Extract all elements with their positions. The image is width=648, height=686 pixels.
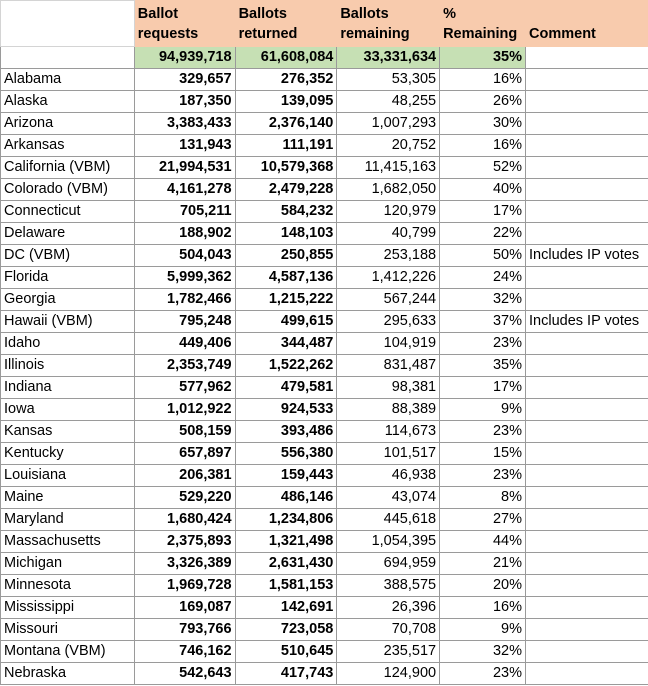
remaining-cell[interactable]: 11,415,163 xyxy=(337,157,440,179)
requests-cell[interactable]: 577,962 xyxy=(134,377,235,399)
requests-cell[interactable]: 542,643 xyxy=(134,663,235,685)
requests-cell[interactable]: 131,943 xyxy=(134,135,235,157)
comment-cell[interactable] xyxy=(526,509,648,531)
totals-cell-comment[interactable] xyxy=(526,47,648,69)
state-cell[interactable]: Arizona xyxy=(1,113,135,135)
state-cell[interactable]: Kansas xyxy=(1,421,135,443)
pct-cell[interactable]: 23% xyxy=(440,465,526,487)
spreadsheet-body xyxy=(1,1,648,685)
returned-cell[interactable]: 479,581 xyxy=(235,377,337,399)
pct-cell[interactable]: 30% xyxy=(440,113,526,135)
state-cell[interactable]: Missouri xyxy=(1,619,135,641)
requests-cell[interactable]: 5,999,362 xyxy=(134,267,235,289)
comment-cell[interactable] xyxy=(526,223,648,245)
pct-cell[interactable]: 27% xyxy=(440,509,526,531)
requests-cell[interactable]: 449,406 xyxy=(134,333,235,355)
comment-cell[interactable] xyxy=(526,619,648,641)
requests-cell[interactable]: 188,902 xyxy=(134,223,235,245)
table-row xyxy=(1,443,648,465)
state-cell[interactable]: Maine xyxy=(1,487,135,509)
totals-cell-returned[interactable]: 61,608,084 xyxy=(235,47,337,69)
totals-cell-blank[interactable] xyxy=(1,47,135,69)
totals-cell-remaining[interactable]: 33,331,634 xyxy=(337,47,440,69)
state-cell[interactable]: Montana (VBM) xyxy=(1,641,135,663)
pct-cell[interactable]: 23% xyxy=(440,421,526,443)
comment-cell[interactable] xyxy=(526,135,648,157)
pct-cell[interactable]: 23% xyxy=(440,663,526,685)
returned-cell[interactable]: 10,579,368 xyxy=(235,157,337,179)
pct-cell[interactable]: 32% xyxy=(440,289,526,311)
table-row xyxy=(1,333,648,355)
state-cell[interactable]: California (VBM) xyxy=(1,157,135,179)
pct-cell[interactable]: 32% xyxy=(440,641,526,663)
table-row xyxy=(1,289,648,311)
table-row xyxy=(1,531,648,553)
pct-cell[interactable]: 44% xyxy=(440,531,526,553)
requests-cell[interactable]: 508,159 xyxy=(134,421,235,443)
requests-cell[interactable]: 1,680,424 xyxy=(134,509,235,531)
totals-cell-requests[interactable]: 94,939,718 xyxy=(134,47,235,69)
pct-cell[interactable]: 23% xyxy=(440,333,526,355)
remaining-cell[interactable]: 831,487 xyxy=(337,355,440,377)
returned-cell[interactable]: 1,522,262 xyxy=(235,355,337,377)
table-row xyxy=(1,377,648,399)
returned-cell[interactable]: 276,352 xyxy=(235,69,337,91)
comment-cell[interactable] xyxy=(526,531,648,553)
table-row xyxy=(1,179,648,201)
requests-cell[interactable]: 705,211 xyxy=(134,201,235,223)
remaining-cell[interactable]: 26,396 xyxy=(337,597,440,619)
returned-cell[interactable]: 556,380 xyxy=(235,443,337,465)
requests-cell[interactable]: 1,782,466 xyxy=(134,289,235,311)
totals-cell-pct[interactable]: 35% xyxy=(440,47,526,69)
remaining-cell[interactable]: 235,517 xyxy=(337,641,440,663)
comment-cell[interactable] xyxy=(526,201,648,223)
returned-cell[interactable]: 1,234,806 xyxy=(235,509,337,531)
pct-cell[interactable]: 17% xyxy=(440,201,526,223)
comment-cell[interactable] xyxy=(526,333,648,355)
remaining-cell[interactable]: 253,188 xyxy=(337,245,440,267)
remaining-cell[interactable]: 120,979 xyxy=(337,201,440,223)
table-row xyxy=(1,641,648,663)
returned-cell[interactable]: 1,581,153 xyxy=(235,575,337,597)
returned-cell[interactable]: 344,487 xyxy=(235,333,337,355)
returned-cell[interactable]: 510,645 xyxy=(235,641,337,663)
table-row xyxy=(1,311,648,333)
table-row xyxy=(1,223,648,245)
pct-cell[interactable]: 15% xyxy=(440,443,526,465)
state-cell[interactable]: Louisiana xyxy=(1,465,135,487)
remaining-cell[interactable]: 1,682,050 xyxy=(337,179,440,201)
comment-cell[interactable] xyxy=(526,157,648,179)
table-row xyxy=(1,509,648,531)
table-row xyxy=(1,663,648,685)
state-cell[interactable]: Georgia xyxy=(1,289,135,311)
table-row xyxy=(1,597,648,619)
requests-cell[interactable]: 2,353,749 xyxy=(134,355,235,377)
returned-cell[interactable]: 1,321,498 xyxy=(235,531,337,553)
returned-cell[interactable]: 417,743 xyxy=(235,663,337,685)
state-cell[interactable]: Minnesota xyxy=(1,575,135,597)
returned-cell[interactable]: 4,587,136 xyxy=(235,267,337,289)
returned-cell[interactable]: 111,191 xyxy=(235,135,337,157)
comment-cell[interactable] xyxy=(526,575,648,597)
remaining-cell[interactable]: 88,389 xyxy=(337,399,440,421)
requests-cell[interactable]: 795,248 xyxy=(134,311,235,333)
pct-cell[interactable]: 9% xyxy=(440,399,526,421)
remaining-cell[interactable]: 694,959 xyxy=(337,553,440,575)
requests-cell[interactable]: 1,969,728 xyxy=(134,575,235,597)
header-cell-ballots-returned[interactable]: Ballots returned xyxy=(235,1,337,47)
pct-cell[interactable]: 52% xyxy=(440,157,526,179)
table-row xyxy=(1,69,648,91)
pct-cell[interactable]: 20% xyxy=(440,575,526,597)
pct-cell[interactable]: 16% xyxy=(440,597,526,619)
state-cell[interactable]: Hawaii (VBM) xyxy=(1,311,135,333)
requests-cell[interactable]: 504,043 xyxy=(134,245,235,267)
requests-cell[interactable]: 329,657 xyxy=(134,69,235,91)
returned-cell[interactable]: 486,146 xyxy=(235,487,337,509)
state-cell[interactable]: Nebraska xyxy=(1,663,135,685)
header-cell-blank[interactable] xyxy=(1,1,135,47)
pct-cell[interactable]: 16% xyxy=(440,135,526,157)
remaining-cell[interactable]: 124,900 xyxy=(337,663,440,685)
remaining-cell[interactable]: 104,919 xyxy=(337,333,440,355)
state-cell[interactable]: Michigan xyxy=(1,553,135,575)
comment-cell[interactable] xyxy=(526,113,648,135)
pct-cell[interactable]: 22% xyxy=(440,223,526,245)
state-cell[interactable]: Mississippi xyxy=(1,597,135,619)
comment-cell[interactable] xyxy=(526,465,648,487)
pct-cell[interactable]: 35% xyxy=(440,355,526,377)
state-cell[interactable]: Illinois xyxy=(1,355,135,377)
comment-cell[interactable]: Includes IP votes xyxy=(526,311,648,333)
returned-cell[interactable]: 148,103 xyxy=(235,223,337,245)
table-row xyxy=(1,113,648,135)
returned-cell[interactable]: 2,479,228 xyxy=(235,179,337,201)
remaining-cell[interactable]: 48,255 xyxy=(337,91,440,113)
comment-cell[interactable] xyxy=(526,399,648,421)
remaining-cell[interactable]: 101,517 xyxy=(337,443,440,465)
state-cell[interactable]: Arkansas xyxy=(1,135,135,157)
state-cell[interactable]: Iowa xyxy=(1,399,135,421)
state-cell[interactable]: Kentucky xyxy=(1,443,135,465)
table-row xyxy=(1,553,648,575)
table-row xyxy=(1,575,648,597)
requests-cell[interactable]: 206,381 xyxy=(134,465,235,487)
remaining-cell[interactable]: 567,244 xyxy=(337,289,440,311)
header-cell-pct-remaining[interactable]: % Remaining xyxy=(440,1,526,47)
comment-cell[interactable] xyxy=(526,443,648,465)
state-cell[interactable]: Delaware xyxy=(1,223,135,245)
remaining-cell[interactable]: 1,054,395 xyxy=(337,531,440,553)
returned-cell[interactable]: 393,486 xyxy=(235,421,337,443)
pct-cell[interactable]: 26% xyxy=(440,91,526,113)
header-cell-comment[interactable]: Comment xyxy=(526,1,648,47)
comment-cell[interactable]: Includes IP votes xyxy=(526,245,648,267)
requests-cell[interactable]: 657,897 xyxy=(134,443,235,465)
remaining-cell[interactable]: 98,381 xyxy=(337,377,440,399)
remaining-cell[interactable]: 445,618 xyxy=(337,509,440,531)
state-cell[interactable]: Alabama xyxy=(1,69,135,91)
comment-cell[interactable] xyxy=(526,553,648,575)
requests-cell[interactable]: 3,383,433 xyxy=(134,113,235,135)
pct-cell[interactable]: 24% xyxy=(440,267,526,289)
requests-cell[interactable]: 3,326,389 xyxy=(134,553,235,575)
remaining-cell[interactable]: 1,007,293 xyxy=(337,113,440,135)
table-row xyxy=(1,619,648,641)
state-cell[interactable]: Indiana xyxy=(1,377,135,399)
comment-cell[interactable] xyxy=(526,355,648,377)
table-row xyxy=(1,267,648,289)
table-row xyxy=(1,245,648,267)
comment-cell[interactable] xyxy=(526,641,648,663)
returned-cell[interactable]: 924,533 xyxy=(235,399,337,421)
remaining-cell[interactable]: 46,938 xyxy=(337,465,440,487)
remaining-cell[interactable]: 40,799 xyxy=(337,223,440,245)
table-row xyxy=(1,355,648,377)
requests-cell[interactable]: 21,994,531 xyxy=(134,157,235,179)
returned-cell[interactable]: 2,631,430 xyxy=(235,553,337,575)
pct-cell[interactable]: 21% xyxy=(440,553,526,575)
requests-cell[interactable]: 4,161,278 xyxy=(134,179,235,201)
table-row xyxy=(1,399,648,421)
totals-row xyxy=(1,47,648,69)
state-cell[interactable]: Idaho xyxy=(1,333,135,355)
pct-cell[interactable]: 37% xyxy=(440,311,526,333)
comment-cell[interactable] xyxy=(526,179,648,201)
comment-cell[interactable] xyxy=(526,663,648,685)
requests-cell[interactable]: 1,012,922 xyxy=(134,399,235,421)
remaining-cell[interactable]: 53,305 xyxy=(337,69,440,91)
comment-cell[interactable] xyxy=(526,69,648,91)
comment-cell[interactable] xyxy=(526,267,648,289)
table-row xyxy=(1,487,648,509)
requests-cell[interactable]: 2,375,893 xyxy=(134,531,235,553)
comment-cell[interactable] xyxy=(526,91,648,113)
state-cell[interactable]: Alaska xyxy=(1,91,135,113)
pct-cell[interactable]: 8% xyxy=(440,487,526,509)
pct-cell[interactable]: 40% xyxy=(440,179,526,201)
header-cell-ballots-remaining[interactable]: Ballots remaining xyxy=(337,1,440,47)
requests-cell[interactable]: 187,350 xyxy=(134,91,235,113)
comment-cell[interactable] xyxy=(526,421,648,443)
comment-cell[interactable] xyxy=(526,377,648,399)
table-row xyxy=(1,135,648,157)
table-row xyxy=(1,91,648,113)
state-cell[interactable]: Colorado (VBM) xyxy=(1,179,135,201)
remaining-cell[interactable]: 388,575 xyxy=(337,575,440,597)
remaining-cell[interactable]: 70,708 xyxy=(337,619,440,641)
comment-cell[interactable] xyxy=(526,487,648,509)
remaining-cell[interactable]: 295,633 xyxy=(337,311,440,333)
returned-cell[interactable]: 2,376,140 xyxy=(235,113,337,135)
returned-cell[interactable]: 139,095 xyxy=(235,91,337,113)
pct-cell[interactable]: 17% xyxy=(440,377,526,399)
requests-cell[interactable]: 169,087 xyxy=(134,597,235,619)
state-cell[interactable]: Maryland xyxy=(1,509,135,531)
returned-cell[interactable]: 499,615 xyxy=(235,311,337,333)
remaining-cell[interactable]: 114,673 xyxy=(337,421,440,443)
remaining-cell[interactable]: 1,412,226 xyxy=(337,267,440,289)
returned-cell[interactable]: 1,215,222 xyxy=(235,289,337,311)
header-cell-ballot-requests[interactable]: Ballot requests xyxy=(134,1,235,47)
state-cell[interactable]: Connecticut xyxy=(1,201,135,223)
returned-cell[interactable]: 723,058 xyxy=(235,619,337,641)
state-cell[interactable]: DC (VBM) xyxy=(1,245,135,267)
state-cell[interactable]: Florida xyxy=(1,267,135,289)
pct-cell[interactable]: 9% xyxy=(440,619,526,641)
remaining-cell[interactable]: 20,752 xyxy=(337,135,440,157)
requests-cell[interactable]: 529,220 xyxy=(134,487,235,509)
remaining-cell[interactable]: 43,074 xyxy=(337,487,440,509)
state-cell[interactable]: Massachusetts xyxy=(1,531,135,553)
requests-cell[interactable]: 793,766 xyxy=(134,619,235,641)
table-row xyxy=(1,465,648,487)
pct-cell[interactable]: 16% xyxy=(440,69,526,91)
returned-cell[interactable]: 584,232 xyxy=(235,201,337,223)
table-row xyxy=(1,157,648,179)
comment-cell[interactable] xyxy=(526,289,648,311)
returned-cell[interactable]: 159,443 xyxy=(235,465,337,487)
returned-cell[interactable]: 142,691 xyxy=(235,597,337,619)
table-row xyxy=(1,421,648,443)
header-row xyxy=(1,1,648,47)
comment-cell[interactable] xyxy=(526,597,648,619)
pct-cell[interactable]: 50% xyxy=(440,245,526,267)
table-row xyxy=(1,201,648,223)
returned-cell[interactable]: 250,855 xyxy=(235,245,337,267)
requests-cell[interactable]: 746,162 xyxy=(134,641,235,663)
